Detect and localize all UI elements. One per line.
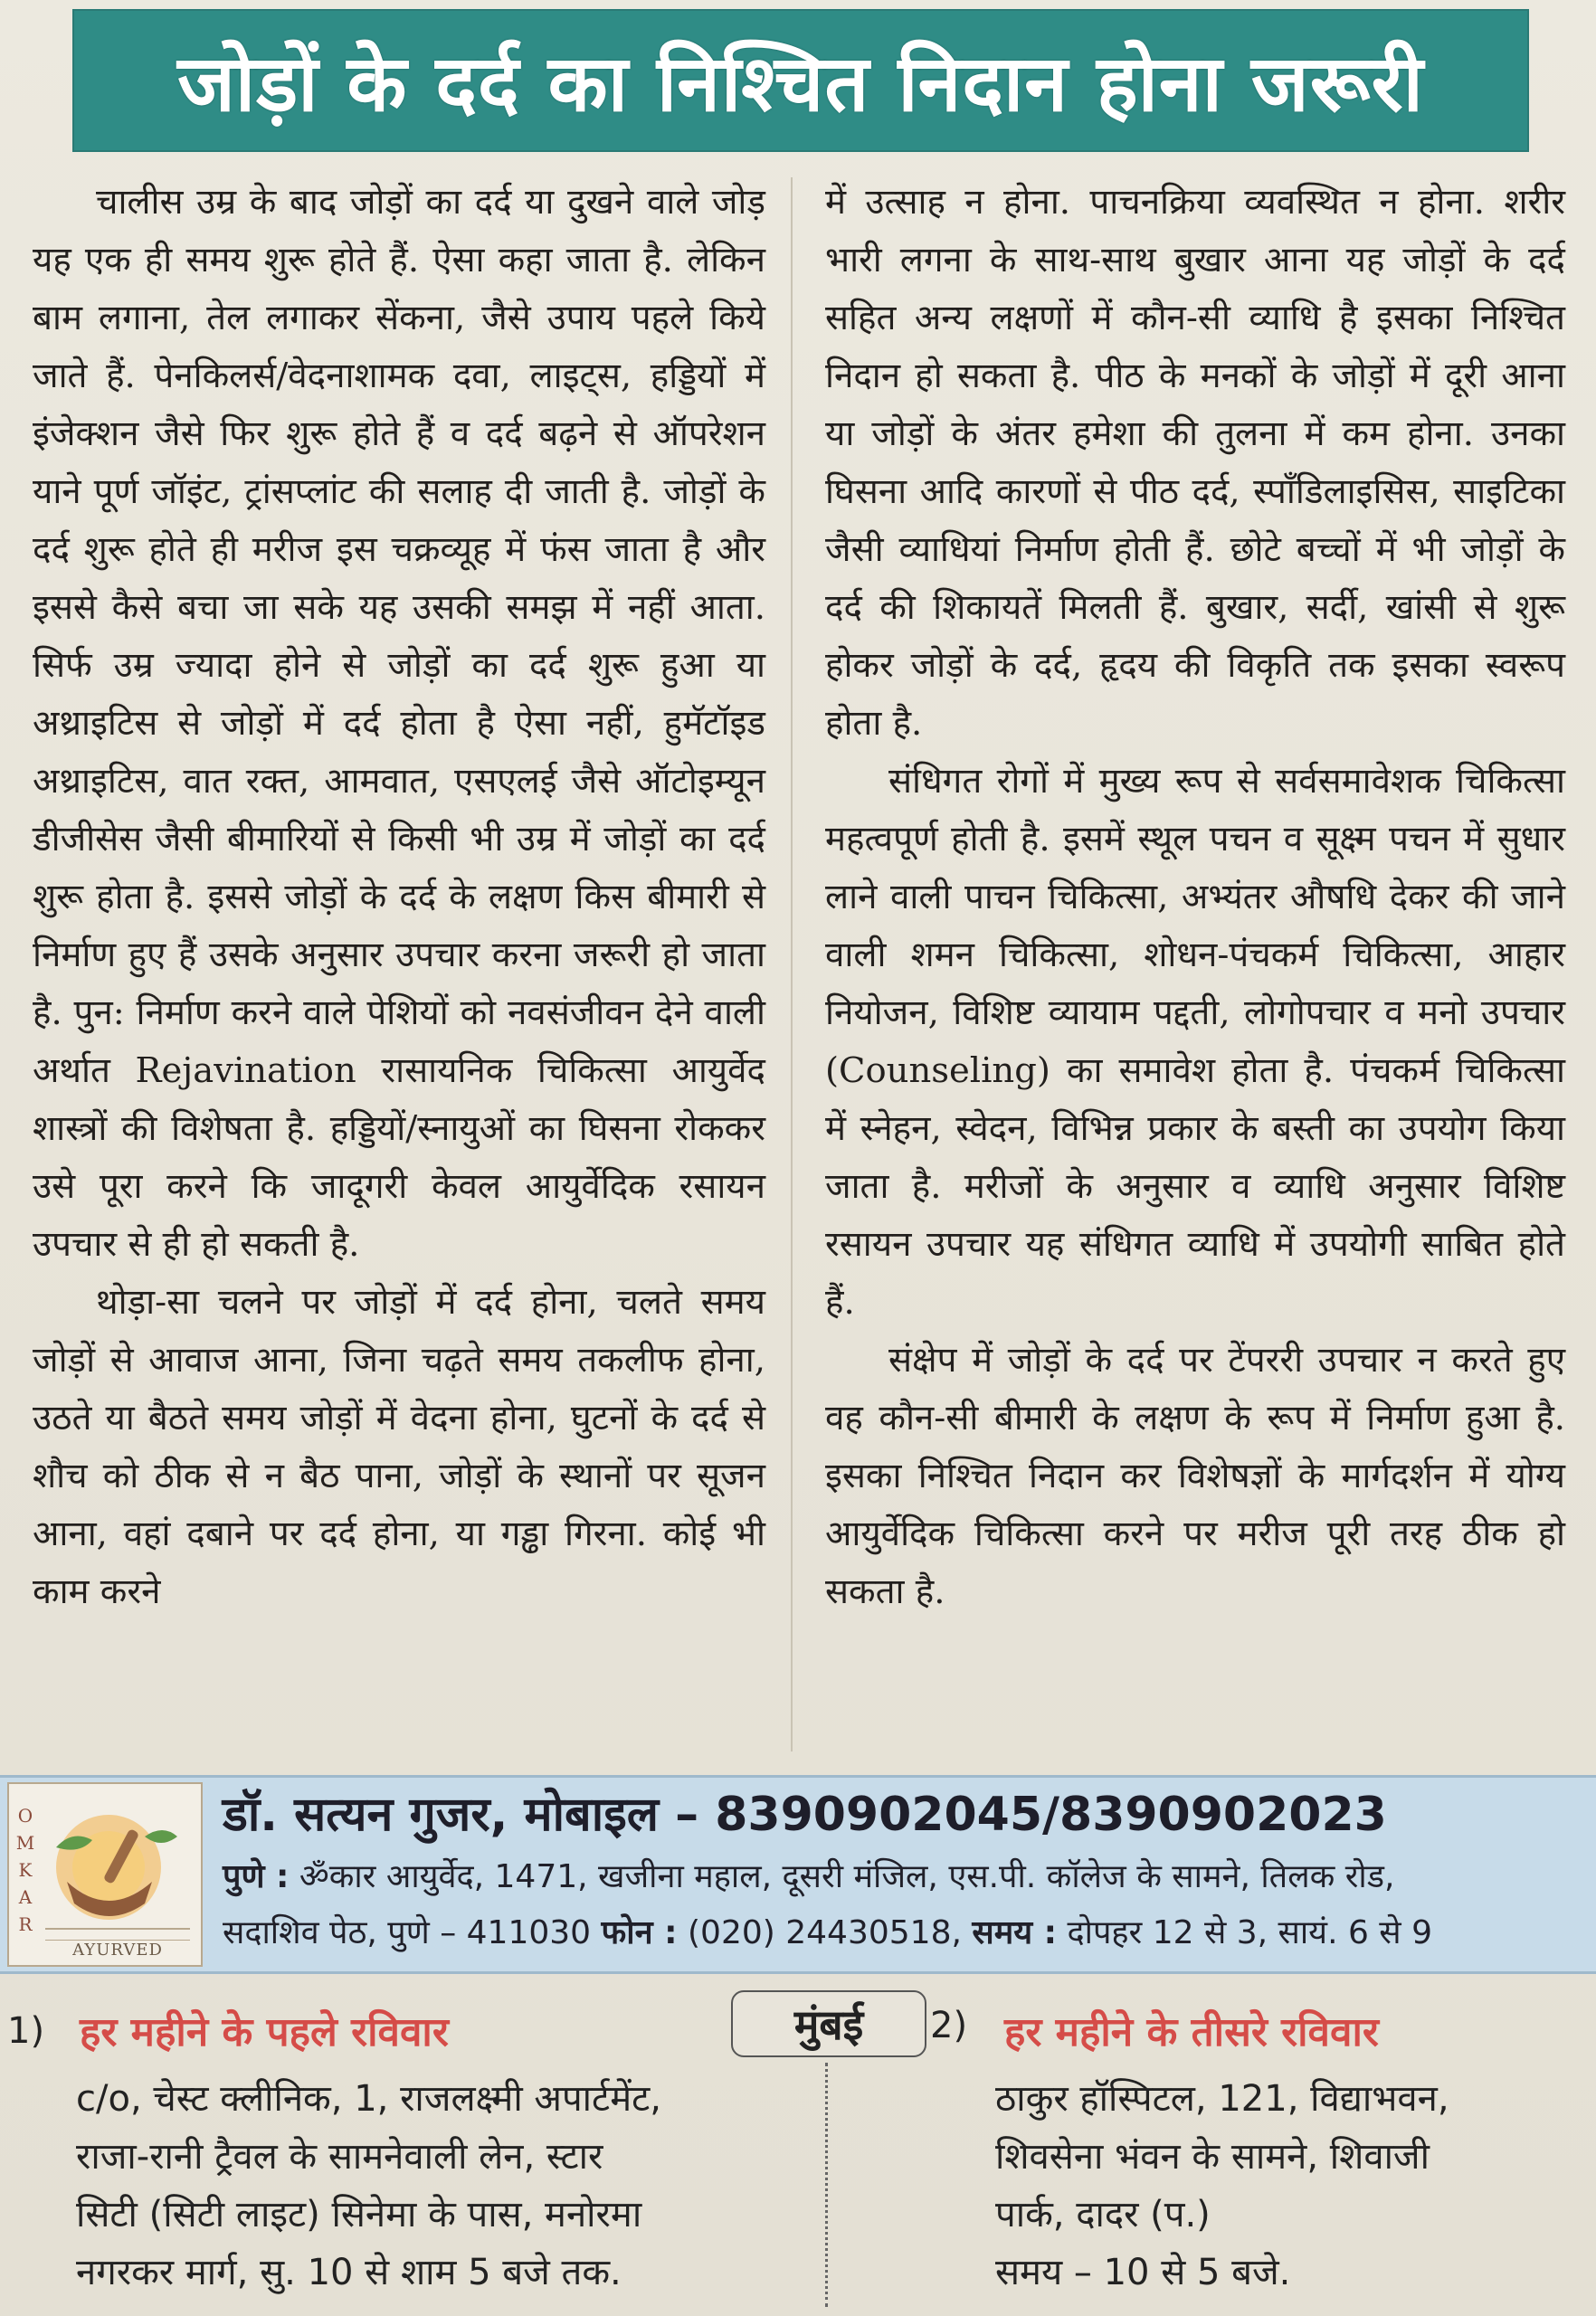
- headline-banner: [72, 9, 1529, 152]
- branch2-address-line: शिवसेना भंवन के सामने, शिवाजी: [995, 2136, 1430, 2178]
- branch1-address-line: राजा-रानी ट्रैवल के सामनेवाली लेन, स्टार: [76, 2136, 603, 2178]
- branch2-address-line: पार्क, दादर (प.): [995, 2194, 1211, 2235]
- logo-letter: K: [18, 1859, 33, 1881]
- logo-text: AYURVED: [45, 1940, 190, 1960]
- pune-label: पुणे :: [223, 1858, 290, 1895]
- article-paragraph: संधिगत रोगों में मुख्य रूप से सर्वसमावेशक चिकित्सा महत्वपूर्ण होती है. इसमें स्थूल पचन व सूक्ष्म पचन में सुधार लाने वाली पाचन चिकित्सा, अभ्यंतर औषधि देकर की जाने वाली शमन चिकित्सा, शोधन-पंचकर्म चिकित्सा, आहार नियोजन, विशिष्ट व्यायाम पद्दती, लोगोपचार व मनो उपचार (Counseling) का समावेश होता है. पंचकर्म चिकित्सा में स्नेहन, स्वेदन, विभिन्न प्रकार के बस्ती का उपयोग किया जाता है. मरीजों के अनुसार व व्याधि अनुसार विशिष्ट रसायन उपचार यह संधिगत व्याधि में उपयोगी साबित होते हैं.: [825, 761, 1565, 1323]
- article-paragraph: चालीस उम्र के बाद जोड़ों का दर्द या दुखने वाले जोड़ यह एक ही समय शुरू होते हैं. ऐसा कहा जाता है. लेकिन बाम लगाना, तेल लगाकर सेंकना, जैसे उपाय पहले किये जाते हैं. पेनकिलर्स/वेदनाशामक दवा, लाइट्स, हड्डियों में इंजेक्शन जैसे फिर शुरू होते हैं व दर्द बढ़ने से ऑपरेशन याने पूर्ण जॉइंट, ट्रांसप्लांट की सलाह दी जाती है. जोड़ों के दर्द शुरू होते ही मरीज इस चक्रव्यूह में फंस जाता है और इससे कैसे बचा जा सके यह उसकी समझ में नहीं आता. सिर्फ उम्र ज्यादा होने से जोड़ों का दर्द शुरू हुआ या अथ्राइटिस से जोड़ों में दर्द होता है ऐसा नहीं, हुमॅटॉइड अथ्राइटिस, वात रक्त, आमवात, एसएलई जैसे ऑटोइम्यून डीजीसेस जैसी बीमारियों से किसी भी उम्र में जोड़ों का दर्द शुरू होता है. इससे जोड़ों के दर्द के लक्षण किस बीमारी से निर्माण हुए हैं उसके अनुसार उपचार करना जरूरी हो जाता है. पुन: निर्माण करने वाले पेशियों को नवसंजीवन देने वाली अर्थात Rejavination रासायनिक चिकित्सा आयुर्वेद शास्त्रों की विशेषता है. हड्डियों/स्नायुओं का घिसना रोककर उसे पूरा करने कि जादूगरी केवल आयुर्वेदिक रसायन उपचार से ही हो सकती है.: [33, 182, 765, 1265]
- time-label: समय :: [972, 1914, 1058, 1951]
- branch1-address-line: c/o, चेस्ट क्लीनिक, 1, राजलक्ष्मी अपार्टमेंट,: [76, 2078, 661, 2120]
- article-right-column: [825, 174, 1565, 1757]
- phone-label: फोन :: [601, 1914, 678, 1951]
- phone-number: (020) 24430518,: [688, 1914, 962, 1951]
- article-paragraph: थोड़ा-सा चलने पर जोड़ों में दर्द होना, चलते समय जोड़ों से आवाज आना, जिना चढ़ते समय तकलीफ होना, उठते या बैठते समय जोड़ों में वेदना होना, घुटनों के दर्द से शौच को ठीक से न बैठ पाना, जोड़ों के स्थानों पर सूजन आना, वहां दबाने पर दर्द होना, या गड्ढा गिरना. कोई भी काम करने: [33, 1282, 765, 1612]
- city-badge: मुंबई: [731, 1990, 926, 2057]
- logo-letter: R: [18, 1913, 33, 1935]
- article-paragraph: संक्षेप में जोड़ों के दर्द पर टेंपररी उपचार न करते हुए वह कौन-सी बीमारी के लक्षण के रूप में निर्माण हुआ है. इसका निश्चित निदान कर विशेषज्ञों के मार्गदर्शन में योग्य आयुर्वेदिक चिकित्सा करने पर मरीज पूरी तरह ठीक हो सकता है.: [825, 1340, 1565, 1612]
- pune-address-2: सदाशिव पेठ, पुणे – 411030: [223, 1914, 592, 1951]
- omkar-ayurved-logo: [7, 1782, 203, 1967]
- clinic-hours: दोपहर 12 से 3, सायं. 6 से 9: [1067, 1914, 1432, 1951]
- logo-letter: A: [18, 1886, 33, 1908]
- branch1-address-line: सिटी (सिटी लाइट) सिनेमा के पास, मनोरमा: [76, 2194, 642, 2235]
- mortar-pestle-icon: [9, 1784, 201, 1965]
- pune-address: ॐकार आयुर्वेद, 1471, खजीना महाल, दूसरी मंजिल, एस.पी. कॉलेज के सामने, तिलक रोड,: [299, 1858, 1395, 1895]
- doctor-name-mobile: डॉ. सत्यन गुजर, मोबाइल – 8390902045/8390902023: [223, 1788, 1387, 1842]
- branch1-title: हर महीने के पहले रविवार: [80, 2009, 449, 2055]
- branch2-address-line: समय – 10 से 5 बजे.: [995, 2252, 1291, 2293]
- pune-address-line-2: [223, 1909, 1432, 1953]
- column-divider: [791, 177, 793, 1751]
- branch-divider: [825, 2063, 828, 2307]
- logo-letter: M: [15, 1832, 35, 1854]
- logo-letter: O: [17, 1805, 33, 1827]
- pune-address-line: [223, 1853, 1394, 1897]
- branch1-number: 1): [7, 2010, 45, 2052]
- branch1-address-line: नगरकर मार्ग, सु. 10 से शाम 5 बजे तक.: [76, 2252, 622, 2293]
- article-left-column: [33, 174, 765, 1757]
- branch2-address-line: ठाकुर हॉस्पिटल, 121, विद्याभवन,: [995, 2078, 1449, 2120]
- branch2-number: 2): [930, 2005, 968, 2046]
- branch2-title: हर महीने के तीसरे रविवार: [1004, 2009, 1379, 2055]
- headline-title: जोड़ों के दर्द का निश्चित निदान होना जरूरी: [177, 38, 1424, 129]
- article-paragraph: में उत्साह न होना. पाचनक्रिया व्यवस्थित न होना. शरीर भारी लगना के साथ-साथ बुखार आना यह जोड़ों के दर्द सहित अन्य लक्षणों में कौन-सी व्याधि है इसका निश्चित निदान हो सकता है. पीठ के मनकों के जोड़ों में दूरी आना या जोड़ों के अंतर हमेशा की तुलना में कम होना. उनका घिसना आदि कारणों से पीठ दर्द, स्पाँडिलाइसिस, साइटिका जैसी व्याधियां निर्माण होती हैं. छोटे बच्चों में भी जोड़ों के दर्द की शिकायतें मिलती हैं. बुखार, सर्दी, खांसी से शुरू होकर जोड़ों के दर्द, हृदय की विकृति तक इसका स्वरूप होता है.: [825, 182, 1565, 744]
